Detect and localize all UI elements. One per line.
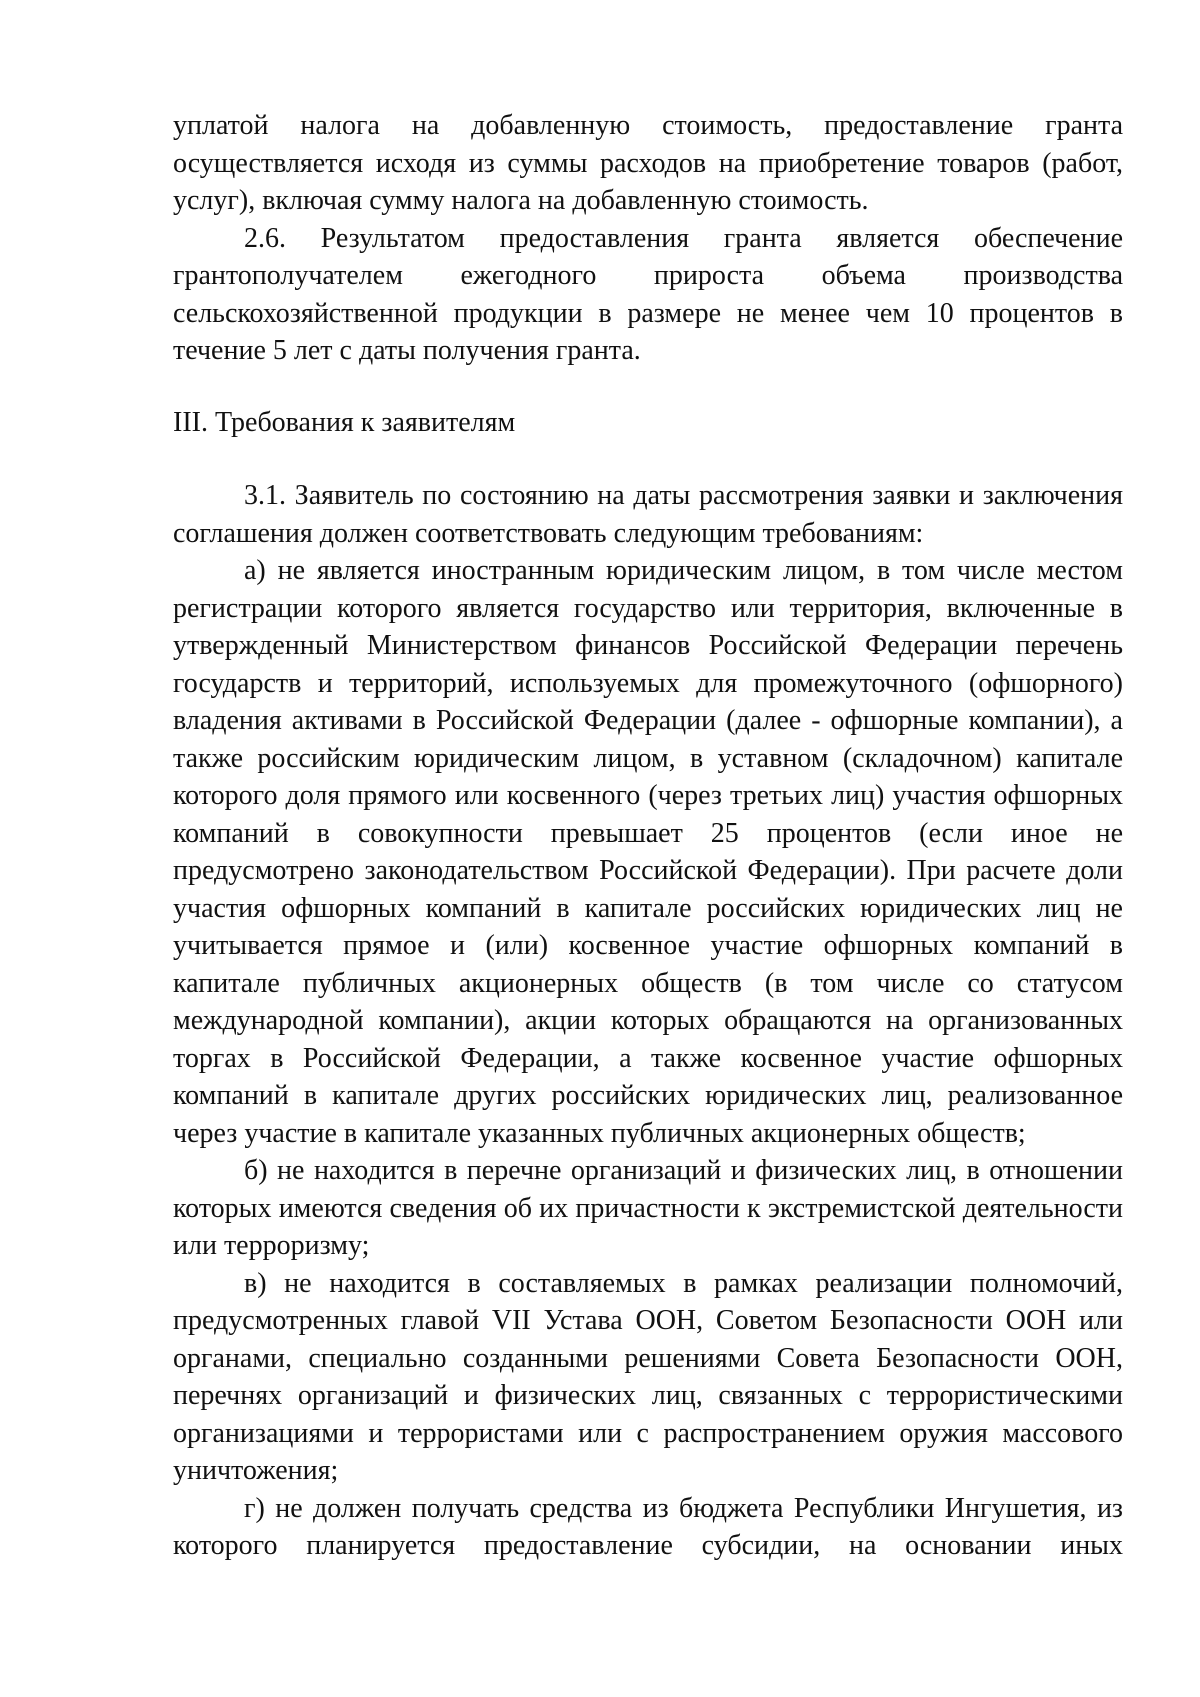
list-item-v: в) не находится в составляемых в рамках реализации полномочий, предусмотренных главой VII Устава ООН, Советом Безопасности ООН или органами, специально созданными решениями Совета Безопасности ООН, перечнях организаций и физических лиц, связанных с террористическими организациями и террористами или с распространением оружия массового уничтожения; — [173, 1267, 1123, 1486]
paragraph-3-1: 3.1. Заявитель по состоянию на даты рассмотрения заявки и заключения соглашения должен соответствовать следующим требованиям: — [173, 480, 1123, 549]
list-item-g: г) не должен получать средства из бюджета Республики Ингушетия, из которого планируется предоставление субсидии, на основании иных — [173, 1492, 1123, 1561]
paragraph-2-6: 2.6. Результатом предоставления гранта является обеспечение грантополучателем ежегодного прироста объема производства сельскохозяйственной продукции в размере не менее чем 10 процентов в течение 5 лет с даты получения гранта. — [173, 222, 1123, 366]
list-item-b: б) не находится в перечне организаций и физических лиц, в отношении которых имеются сведения об их причастности к экстремистской деятельности или терроризму; — [173, 1155, 1123, 1261]
paragraph-continuation: уплатой налога на добавленную стоимость, предоставление гранта осуществляется исходя из суммы расходов на приобретение товаров (работ, услуг), включая сумму налога на добавленную стоимость. — [173, 110, 1123, 216]
section-heading: III. Требования к заявителям — [173, 406, 516, 438]
document-page — [173, 107, 1123, 1565]
list-item-a: а) не является иностранным юридическим лицом, в том числе местом регистрации которого является государство или территория, включенные в утвержденный Министерством финансов Российской Федерации перечень государств и территорий, используемых для промежуточного (офшорного) владения активами в Российской Федерации (далее - офшорные компании), а также российским юридическим лицом, в уставном (складочном) капитале которого доля прямого или косвенного (через третьих лиц) участия офшорных компаний в совокупности превышает 25 процентов (если иное не предусмотрено законодательством Российской Федерации). При расчете доли участия офшорных компаний в капитале российских юридических лиц не учитывается прямое и (или) косвенное участие офшорных компаний в капитале публичных акционерных обществ (в том числе со статусом международной компании), акции которых обращаются на организованных торгах в Российской Федерации, а также косвенное участие офшорных компаний в капитале других российских юридических лиц, реализованное через участие в капитале указанных публичных акционерных обществ; — [173, 555, 1123, 1149]
